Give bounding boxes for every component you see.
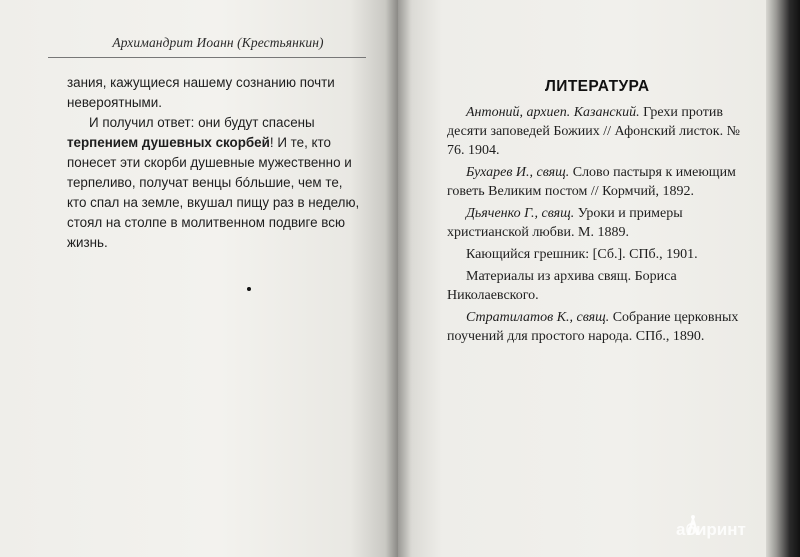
reference-item — [447, 267, 751, 305]
reference-item — [447, 245, 751, 264]
ink-speck — [247, 287, 251, 291]
emphasis-bold: терпением душевных скорбей — [67, 135, 270, 150]
reference-text: Уроки и примеры христианской любви. М. 1889. — [447, 206, 683, 240]
paragraph-answer-start: И получил ответ: они будут спасены — [89, 115, 315, 130]
paragraph-answer-end: ! И те, кто понесет эти скорби душевные мужественно и терпеливо, получат венцы бóльшие, чем те, кто спал на земле, вкушал пищу раз в неделю, стоял на столпе в молитвенном подвиге всю жизнь. — [67, 135, 360, 250]
reference-text: Грехи против десяти заповедей Божиих // Афонский листок. № 76. 1904. — [447, 105, 740, 158]
reference-list — [447, 103, 751, 349]
reference-author: Антоний, архиеп. Казанский. — [466, 105, 640, 120]
running-head: Архимандрит Иоанн (Крестьянкин) — [112, 35, 324, 50]
reference-author: Дьяченко Г., свящ. — [466, 206, 575, 221]
running-head-rule — [48, 57, 366, 58]
watermark-text: абиринт — [676, 520, 746, 539]
book-edge-shadow — [766, 0, 800, 557]
reference-text: Кающийся грешник: [Сб.]. СПб., 1901. — [466, 247, 698, 262]
reference-text: Материалы из архива свящ. Бориса Николаевского. — [447, 269, 677, 303]
left-page-text — [67, 73, 363, 253]
reference-text: Слово пастыря к имеющим говеть Великим постом // Кормчий, 1892. — [447, 165, 736, 199]
reference-author: Бухарев И., свящ. — [466, 165, 570, 180]
left-page — [0, 0, 398, 557]
reference-item — [447, 204, 751, 242]
reference-item — [447, 103, 751, 160]
reference-text: Собрание церковных поучений для простого народа. СПб., 1890. — [447, 310, 739, 344]
reference-item — [447, 163, 751, 201]
paragraph-answer — [67, 113, 363, 253]
reference-author: Стратилатов К., свящ. — [466, 310, 610, 325]
paragraph-continued: зания, кажущиеся нашему сознанию почти невероятными. — [67, 75, 335, 110]
literature-title: ЛИТЕРАТУРА — [545, 78, 650, 95]
reference-item — [447, 308, 751, 346]
gutter-shadow — [385, 0, 411, 557]
